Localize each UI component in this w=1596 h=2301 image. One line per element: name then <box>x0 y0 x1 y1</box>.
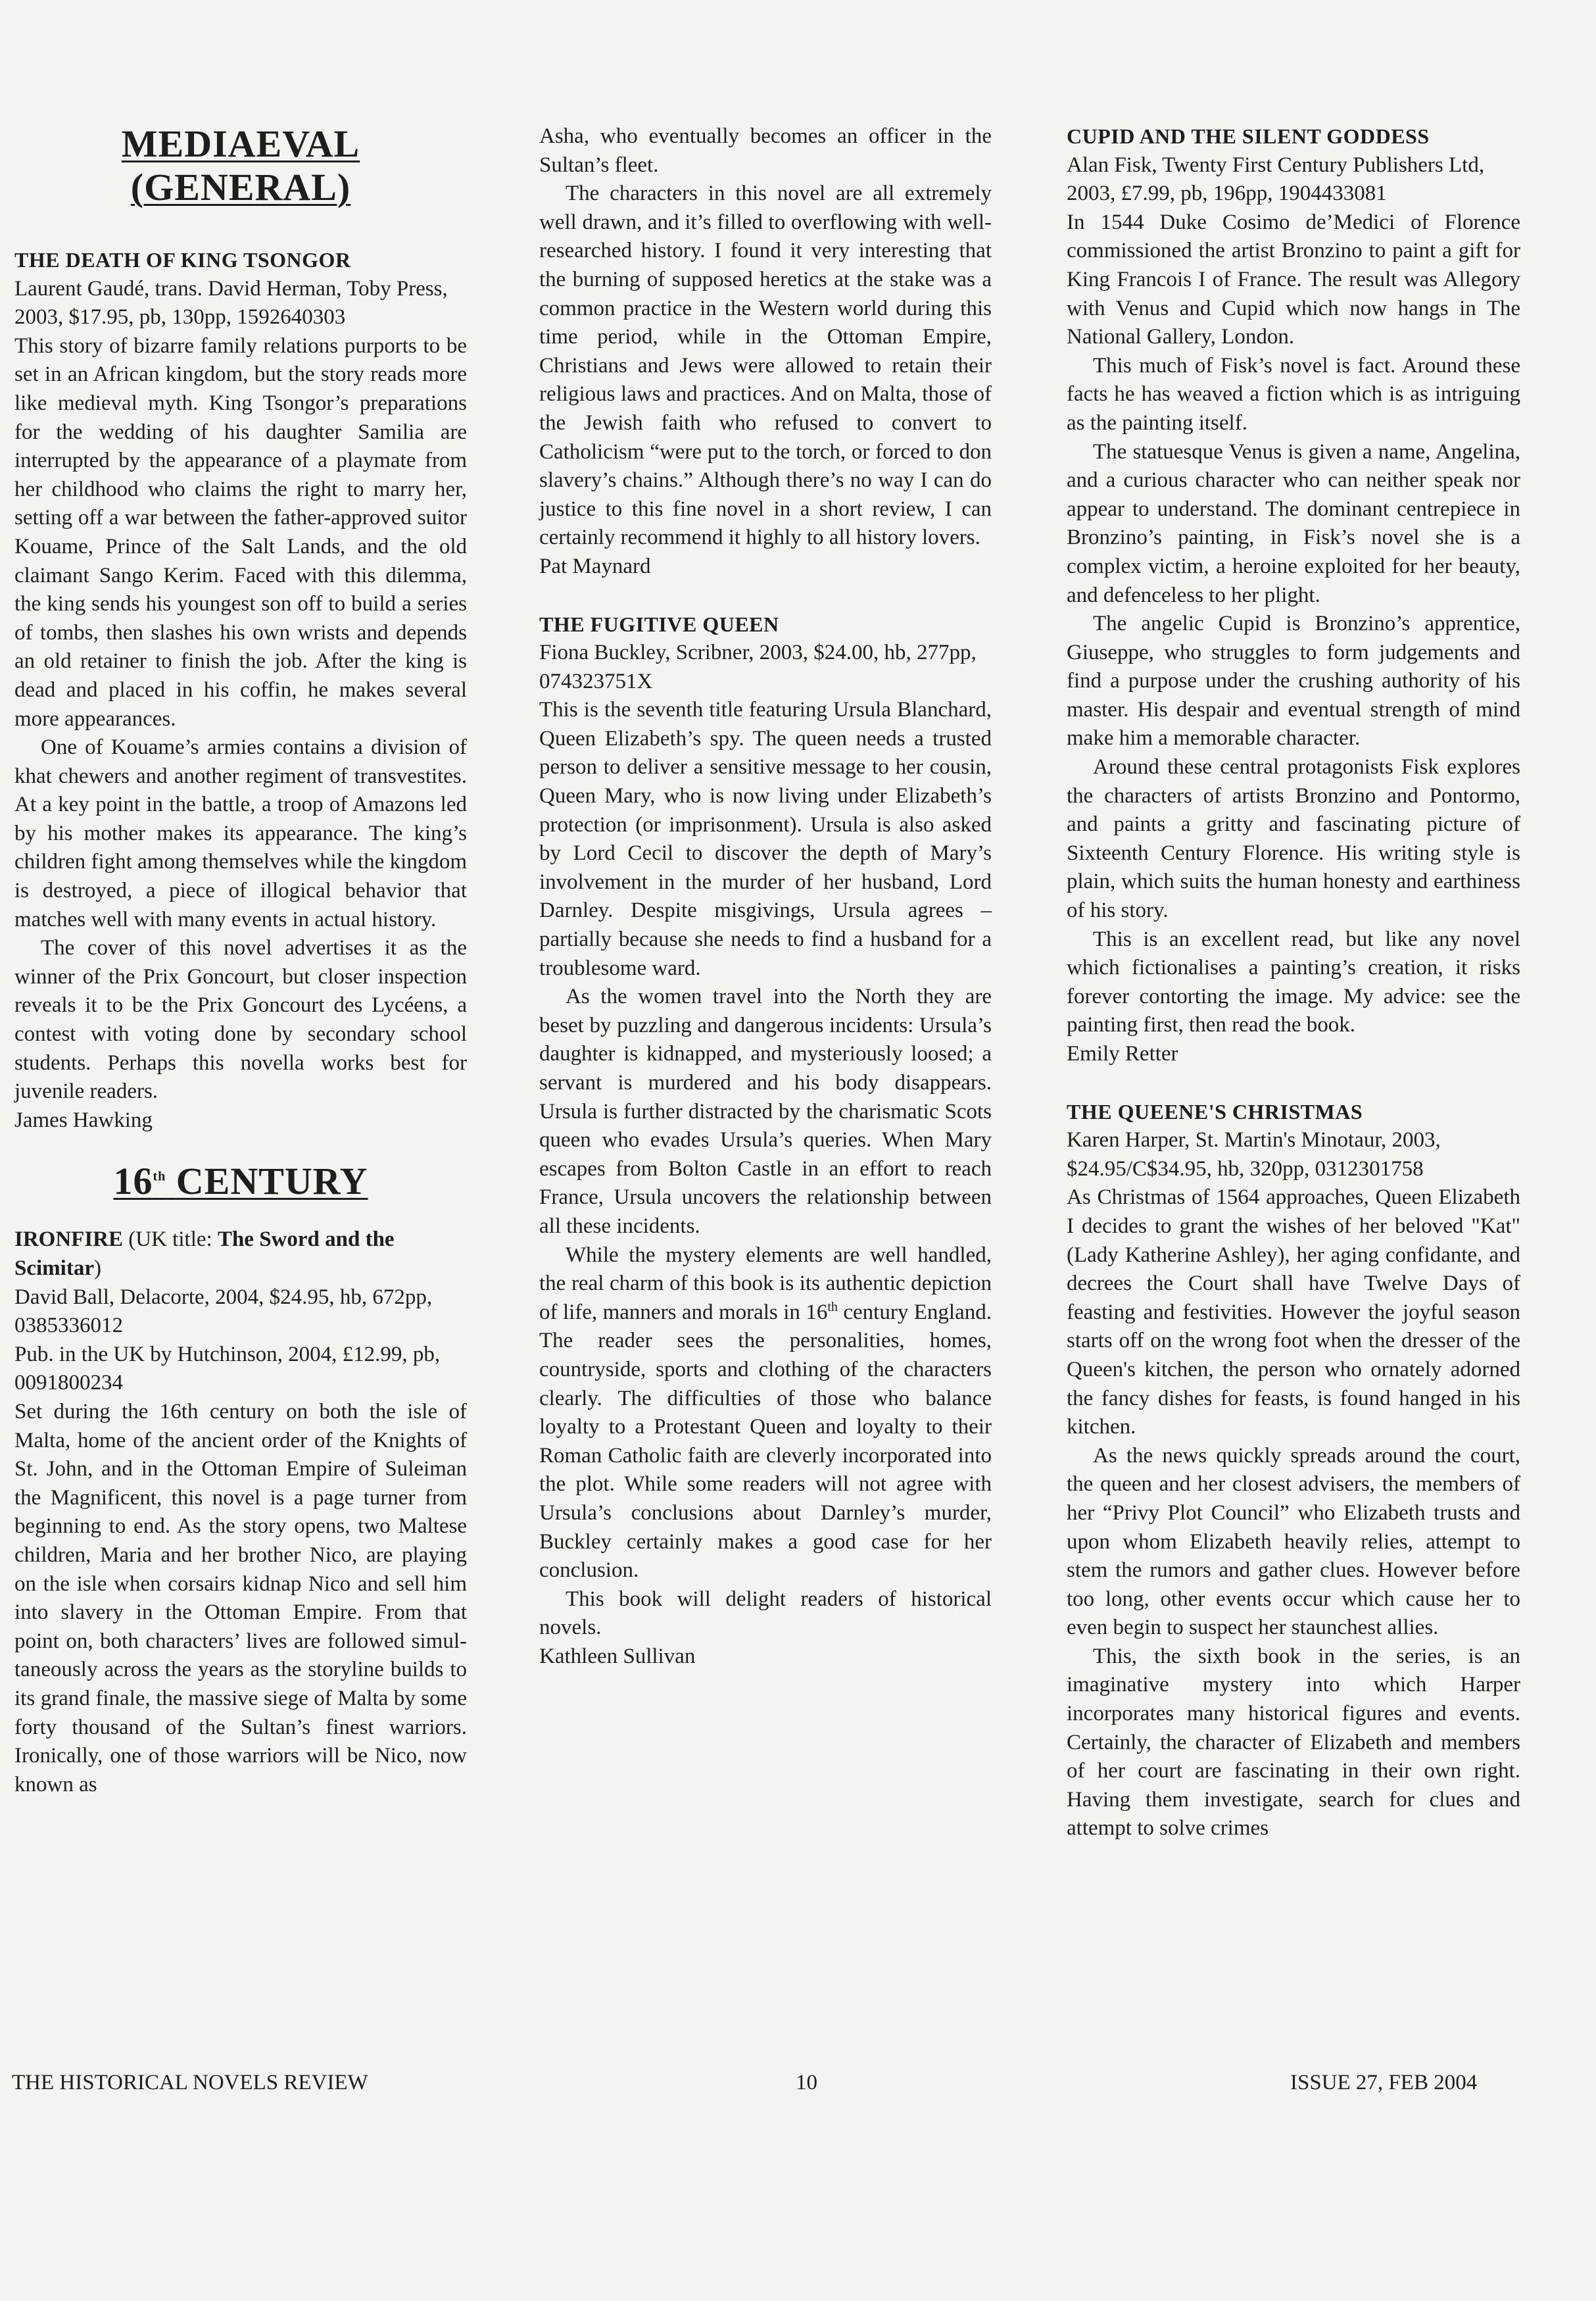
column-2 <box>539 122 992 1671</box>
reviewer-name: Pat Maynard <box>539 554 651 578</box>
review-paragraph: This much of Fisk’s novel is fact. Around these facts he has weaved a fiction which is as intriguing as the painting itself. <box>1067 353 1520 435</box>
column-1 <box>14 122 467 1799</box>
review-paragraph: As the news quickly spreads around the court, the queen and her closest advisers, the members of her “Privy Plot Council” who Elizabeth trusts and upon whom Elizabeth heavily relies, attempt to stem the rumors and gather clues. However before too long, other events occur which cause her to even begin to suspect her staunchest allies. <box>1067 1443 1520 1640</box>
review-biblio: Fiona Buckley, Scribner, 2003, $24.00, hb, 277pp, 074323751X <box>539 641 977 693</box>
review-title: CUPID AND THE SILENT GODDESS <box>1067 124 1430 148</box>
column-3 <box>1067 122 1520 1843</box>
footer-publication: THE HISTORICAL NOVELS REVIEW <box>12 2071 368 2094</box>
reviewer-name: Kathleen Sullivan <box>539 1644 696 1668</box>
review-biblio: Pub. in the UK by Hutchinson, 2004, £12.99, pb, 0091800234 <box>14 1342 441 1395</box>
review-paragraph: The cover of this novel advertises it as the winner of the Prix Goncourt, but closer inspection reveals it to be the Prix Goncourt des Lycéens, a contest with voting done by secondary school students. Perhaps this novella works best for juvenile readers. <box>14 936 467 1104</box>
review-paragraph: While the mystery elements are well handled, the real charm of this book is its authentic depiction of life, manners and morals in 16th century England. The reader sees the personalities, homes, countryside, sports and clothing of the characters clearly. The difficulties of those who balance loyalty to a Protestant Queen and loyalty to their Roman Catholic faith are cleverly incorporated into the plot. While some readers will not agree with Ursula’s conclusions about Darnley’s murder, Buckley certainly makes a good case for her conclusion. <box>539 1243 992 1583</box>
reviewer-name: Emily Retter <box>1067 1042 1178 1066</box>
section-heading-mediaeval: MEDIAEVAL (GENERAL) <box>121 122 360 209</box>
review-paragraph: Around these central protagonists Fisk explores the characters of artists Bronzino and Pontormo, and paints a gritty and fascinating picture of Sixteenth Century Florence. His writing style is plain, which suits the human honesty and earthiness of his story. <box>1067 755 1520 923</box>
review-paragraph: As the women travel into the North they are beset by puzzling and dangerous incidents: Ursula’s daughter is kidnapped, and mysteriously loosed; a servant is murdered and his body disappears. Ursula is further distracted by the charismatic Scots queen who evades Ursula’s queries. When Mary escapes from Bolton Castle in an effort to reach France, Ursula uncovers the relationship between all these incidents. <box>539 985 992 1238</box>
review-title: THE DEATH OF KING TSONGOR <box>14 248 351 272</box>
review-biblio: Laurent Gaudé, trans. David Herman, Toby Press, 2003, $17.95, pb, 130pp, 1592640303 <box>14 276 448 330</box>
review-paragraph: This is an excellent read, but like any novel which fictionalises a painting’s creation, it risks forever contorting the image. My advice: see the painting first, then read the book. <box>1067 927 1520 1037</box>
review-biblio: David Ball, Delacorte, 2004, $24.95, hb, 672pp, 0385336012 <box>14 1285 433 1338</box>
review-paragraph: As Christmas of 1564 approaches, Queen Elizabeth I decides to grant the wishes of her beloved "Kat" (Lady Katherine Ashley), her aging confidante, and decrees the Court shall have Twelve Days of feasting and festivities. However the joyful season starts off on the wrong foot when the dresser of the Queen's kitchen, the person who ornately adorned the fancy dishes for feasts, is found hanged in his kitchen. <box>1067 1185 1520 1439</box>
review-title: THE QUEENE'S CHRISTMAS <box>1067 1099 1363 1124</box>
review-paragraph: The angelic Cupid is Bronzino’s apprentice, Giuseppe, who struggles to form judgements and find a purpose under the crushing authority of his master. His despair and eventual strength of mind make him a memorable character. <box>1067 612 1520 751</box>
review-title: IRONFIRE (UK title: The Sword and the Scimitar) <box>14 1227 395 1280</box>
review-biblio: Alan Fisk, Twenty First Century Publishers Ltd, 2003, £7.99, pb, 196pp, 1904433081 <box>1067 153 1485 206</box>
review-paragraph: One of Kouame’s armies contains a division of khat chewers and another regiment of transvestites. At a key point in the battle, a troop of Amazons led by his mother makes its appearance. The king’s children fight among themselves while the kingdom is destroyed, a piece of illogical behavior that matches well with many events in actual history. <box>14 735 467 931</box>
section-heading-16th-century: 16th CENTURY <box>113 1160 368 1203</box>
review-paragraph: This, the sixth book in the series, is an imaginative mystery into which Harper incorporates many historical figures and events. Certainly, the character of Elizabeth and members of her court are fascinating in their own right. Having them investigate, search for clues and attempt to solve crimes <box>1067 1644 1520 1841</box>
review-biblio: Karen Harper, St. Martin's Minotaur, 2003, $24.95/C$34.95, hb, 320pp, 0312301758 <box>1067 1128 1441 1181</box>
review-paragraph: In 1544 Duke Cosimo de’Medici of Florence commissioned the artist Bronzino to paint a gift for King Francois I of France. The result was Allegory with Venus and Cupid which now hangs in The National Gallery, London. <box>1067 210 1520 349</box>
review-paragraph: Set during the 16th century on both the isle of Malta, home of the ancient order of the Knights of St. John, and in the Ottoman Empire of Suleiman the Magnificent, this novel is a page turner from beginning to end. As the story opens, two Maltese children, Maria and her brother Nico, are playing on the isle when corsairs kidnap Nico and sell him into slavery in the Ottoman Empire. From that point on, both characters’ lives are followed simul-taneously across the years as the storyline builds to its grand finale, the massive siege of Malta by some forty thousand of the Sultan’s finest warriors. Ironically, one of those warriors will be Nico, now known as <box>14 1399 467 1796</box>
footer-page-number: 10 <box>796 2071 817 2094</box>
reviewer-name: James Hawking <box>14 1108 153 1132</box>
footer-issue: ISSUE 27, FEB 2004 <box>1290 2071 1478 2094</box>
review-paragraph: Asha, who eventually becomes an officer in the Sultan’s fleet. <box>539 124 992 177</box>
review-paragraph: This story of bizarre family relations purports to be set in an African kingdom, but the story reads more like medieval myth. King Tsongor’s preparations for the wedding of his daughter Samilia are interrupted by the appearance of a playmate from her childhood who claims the right to marry her, setting off a war between the father-approved suitor Kouame, Prince of the Salt Lands, and the old claimant Sango Kerim. Faced with this dilemma, the king sends his youngest son off to build a series of tombs, then slashes his own wrists and depends an old retainer to finish the job. After the king is dead and placed in his coffin, he makes several more appearances. <box>14 334 467 731</box>
review-paragraph: This book will delight readers of historical novels. <box>539 1587 992 1640</box>
review-paragraph: The characters in this novel are all extremely well drawn, and it’s filled to overflowing with well-researched history. I found it very interesting that the burning of supposed heretics at the stake was a common practice in the Western world during this time period, while in the Ottoman Empire, Christians and Jews were allowed to retain their religious laws and practices. And on Malta, those of the Jewish faith who refused to convert to Catholicism “were put to the torch, or forced to don slavery’s chains.” Although there’s no way I can do justice to this fine novel in a short review, I can certainly recommend it highly to all history lovers. <box>539 182 992 550</box>
review-paragraph: This is the seventh title featuring Ursula Blanchard, Queen Elizabeth’s spy. The queen needs a trusted person to deliver a sensitive message to her cousin, Queen Mary, who is now living under Elizabeth’s protection (or imprisonment). Ursula is also asked by Lord Cecil to discover the depth of Mary’s involvement in the murder of her husband, Lord Darnley. Despite misgivings, Ursula agrees – partially because she needs to find a husband for a troublesome ward. <box>539 698 992 980</box>
review-title: THE FUGITIVE QUEEN <box>539 612 779 636</box>
review-paragraph: The statuesque Venus is given a name, Angelina, and a curious character who can neither speak nor appear to understand. The dominant centrepiece in Bronzino’s painting, in Fisk’s novel she is a complex victim, a heroine exploited for her beauty, and defenceless to her plight. <box>1067 439 1520 607</box>
